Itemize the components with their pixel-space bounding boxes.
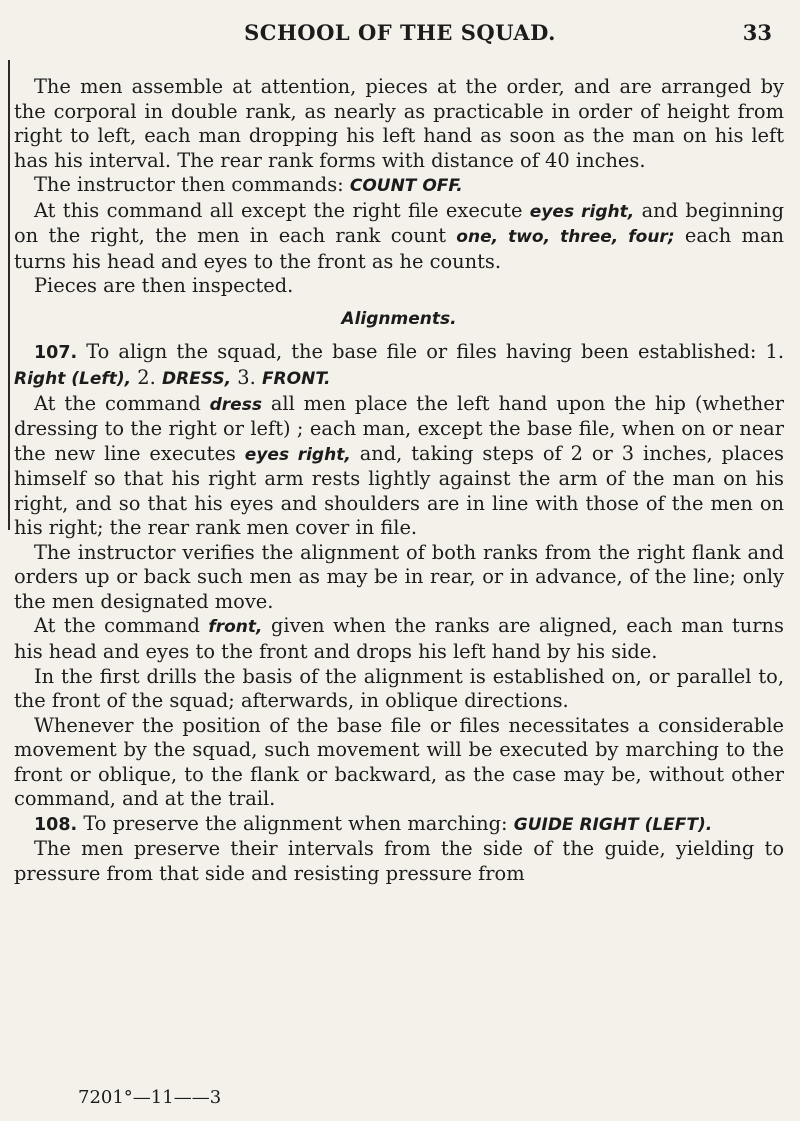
paragraph-107: 107. To align the squad, the base file or files having been established: 1. Right (Left), 2. DRESS, 3. FRONT. bbox=[14, 340, 784, 390]
command-dress-inline: dress bbox=[209, 394, 262, 415]
paragraph-inspection: Pieces are then inspected. bbox=[34, 274, 294, 298]
command-eyes-right: eyes right, bbox=[529, 201, 635, 222]
paragraph-verification: The instructor verifies the alignment of both ranks from the right flank and orders up or back such men as may be in rear, or in advance, of the line; only the men designated move. bbox=[14, 540, 784, 613]
command-dress: DRESS, bbox=[161, 369, 232, 390]
paragraph-counting: At this command all except the right file execute eyes right, and beginning on the right, the men in each rank count one, two, three, four; each man turns his head and eyes to the front as he counts. bbox=[14, 198, 784, 273]
command-count-off: COUNT OFF. bbox=[349, 176, 463, 197]
command-eyes-right-inline: eyes right, bbox=[244, 444, 351, 465]
command-guide-right: GUIDE RIGHT (LEFT). bbox=[513, 814, 713, 835]
command-right-left: Right (Left), bbox=[14, 369, 132, 390]
command-counts: one, two, three, four; bbox=[456, 227, 675, 248]
page-body bbox=[14, 75, 784, 887]
print-signature: 7201°—11——3 bbox=[78, 1087, 222, 1108]
page-header bbox=[0, 20, 800, 56]
paragraph-number-108: 108. bbox=[34, 814, 78, 835]
paragraph-count-off: The instructor then commands: COUNT OFF. bbox=[34, 173, 463, 197]
paragraph-dress: At the command dress all men place the left hand upon the hip (whether dressing to the right or left) ; each man, except the base file, when on or near the new line executes eyes right, and, taking steps of 2 or 3 inches, places himself so that his right arm rests lightly against the arm of the man on his right, and so that his eyes and shoulders are in line with those of the men on his right; the rear rank men cover in file. bbox=[14, 391, 784, 540]
paragraph-number-107: 107. bbox=[34, 343, 78, 364]
paragraph-first-drills: In the first drills the basis of the alignment is established on, or parallel to, the front of the squad; afterwards, in oblique directions. bbox=[14, 664, 784, 713]
paragraph-front: At the command front, given when the ranks are aligned, each man turns his head and eyes to the front and drops his left hand by his side. bbox=[14, 614, 784, 664]
command-front-inline: front, bbox=[208, 617, 263, 638]
command-front: FRONT. bbox=[261, 369, 331, 390]
page-edge-line bbox=[8, 60, 10, 530]
paragraph-intervals: The men preserve their intervals from the side of the guide, yielding to pressure from that side and resisting pressure from bbox=[14, 837, 784, 885]
page-number: 33 bbox=[742, 20, 772, 45]
paragraph-base-file-movement: Whenever the position of the base file or files necessitates a considerable movement by the squad, such movement will be executed by marching to the front or oblique, to the flank or backward, as the case may be, without other command, and at the trail. bbox=[14, 713, 784, 811]
paragraph-assembly: The men assemble at attention, pieces at the order, and are arranged by the corporal in double rank, as nearly as practicable in order of height from right to left, each man dropping his left hand as soon as the man on his left has his interval. The rear rank forms with distance of 40 inches. bbox=[14, 75, 784, 172]
section-heading-alignments: Alignments. bbox=[341, 308, 457, 329]
paragraph-108: 108. To preserve the alignment when marching: GUIDE RIGHT (LEFT). bbox=[34, 811, 713, 835]
running-head: SCHOOL OF THE SQUAD. bbox=[244, 20, 556, 45]
